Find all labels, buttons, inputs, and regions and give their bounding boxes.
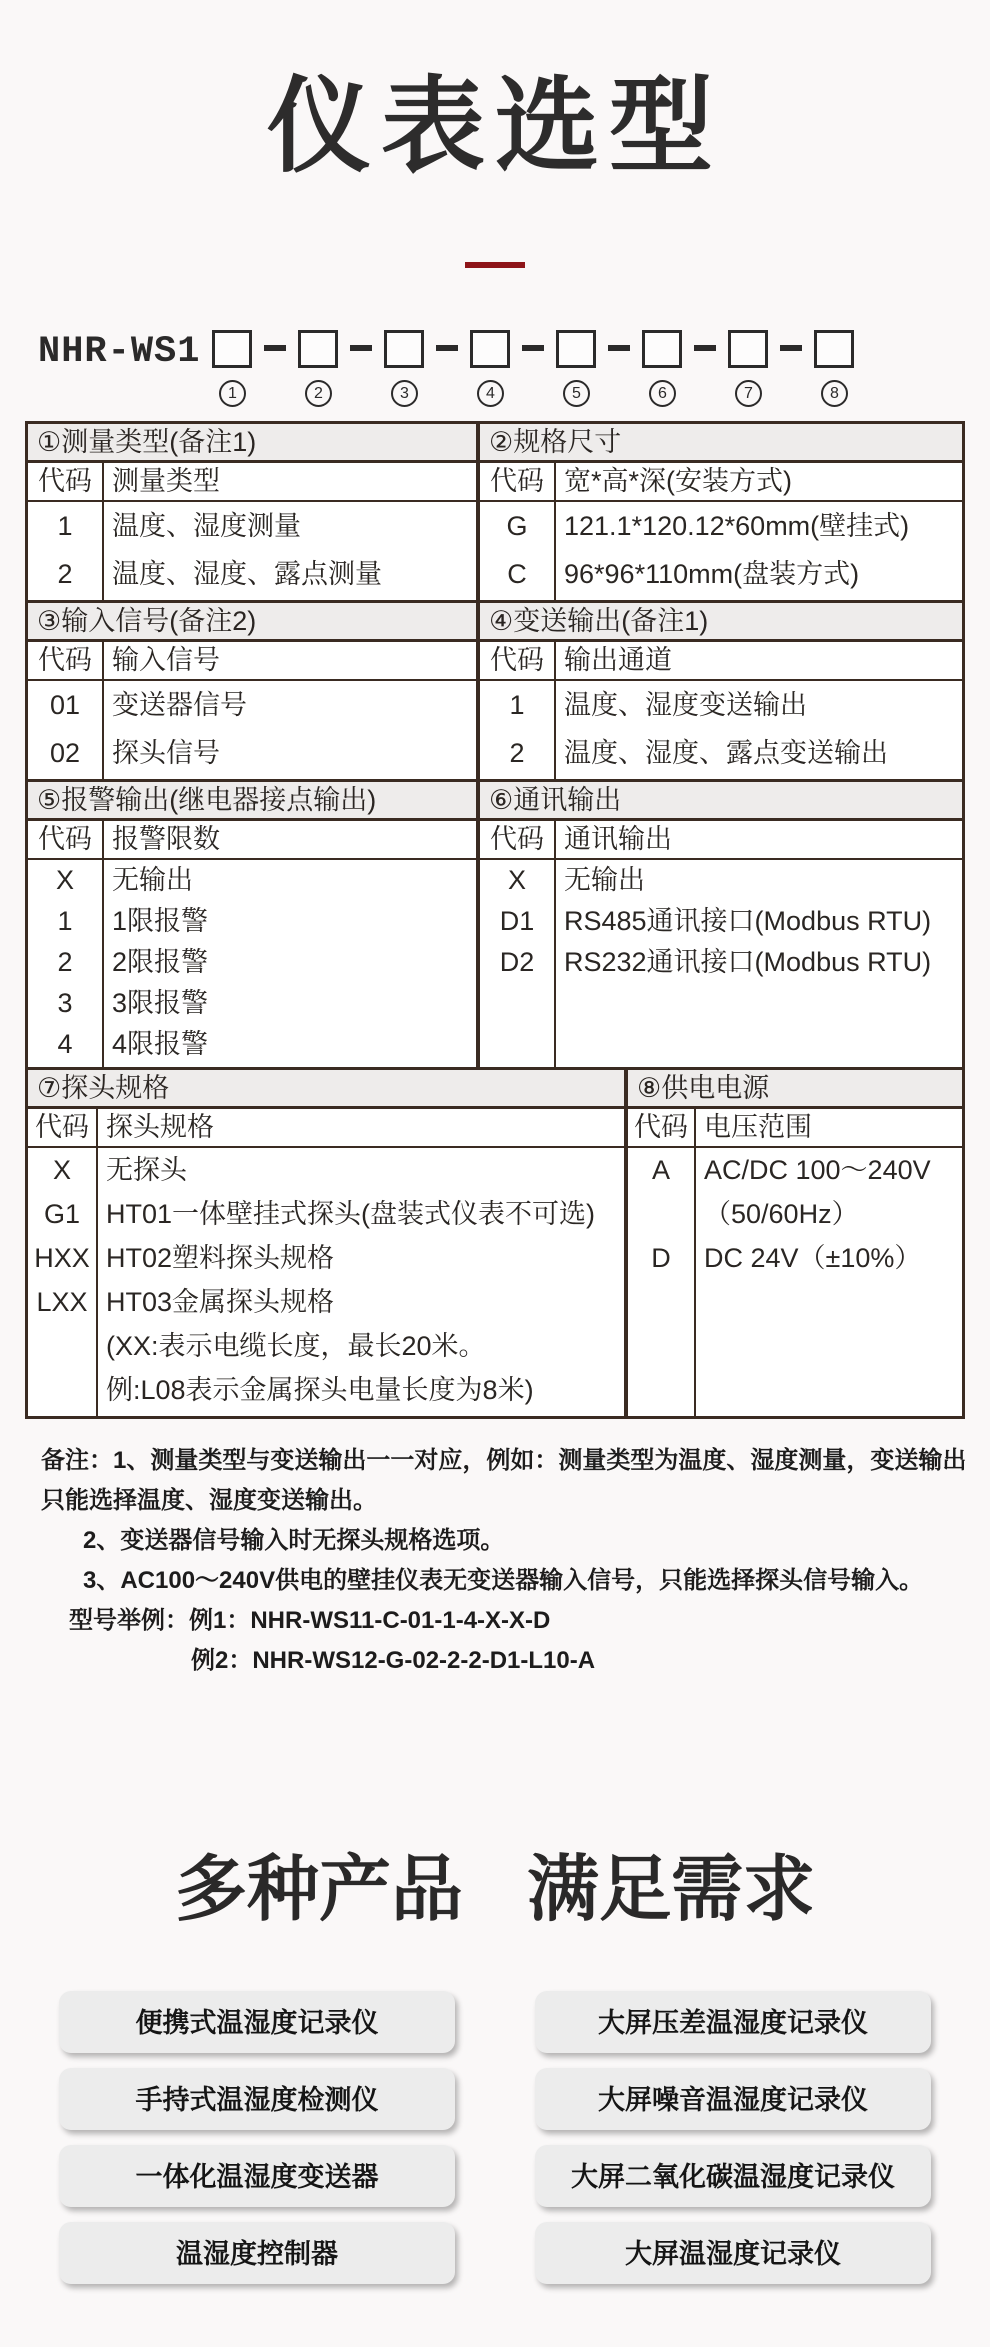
code-cells: [28, 681, 104, 779]
model-slot-4: [470, 330, 510, 407]
desc-cell: 4限报警: [112, 1029, 209, 1059]
model-example-2: 例2：NHR-WS12-G-02-2-2-D1-L10-A: [191, 1647, 596, 1675]
code-cell: X: [507, 865, 526, 895]
desc-header: 通讯输出: [564, 824, 672, 854]
desc-cell: 无探头: [106, 1155, 187, 1185]
section-comm-output: [480, 782, 962, 1067]
desc-cells: [556, 681, 962, 779]
model-slot-8: [814, 330, 854, 407]
code-cell: D1: [499, 906, 535, 936]
model-example-1: 型号举例：例1：NHR-WS11-C-01-1-4-X-X-D: [69, 1607, 551, 1635]
model-code-row: [0, 330, 990, 407]
code-cell: D: [651, 1243, 671, 1273]
desc-cell: （50/60Hz）: [704, 1199, 859, 1229]
model-code-box-1: [212, 330, 252, 368]
desc-cell: HT03金属探头规格: [106, 1287, 335, 1317]
remark-3: 3、AC100～240V供电的壁挂仪表无变送器输入信号，只能选择探头信号输入。: [83, 1567, 924, 1595]
model-code-slots: [212, 330, 854, 407]
desc-cell: RS232通讯接口(Modbus RTU): [564, 947, 932, 977]
desc-cell: 温度、湿度、露点变送输出: [564, 738, 888, 768]
code-cell: C: [507, 559, 527, 589]
desc-cell: 温度、湿度变送输出: [564, 690, 807, 720]
desc-header: 报警限数: [112, 824, 220, 854]
product-button-handheld-detector[interactable]: 手持式温湿度检测仪: [59, 2068, 455, 2130]
code-cell: D2: [499, 947, 535, 977]
code-cell: [28, 1368, 96, 1412]
section-title: ②规格尺寸: [480, 424, 962, 463]
promo-heading-left: 多种产品: [174, 1850, 463, 1931]
spec-table: [25, 421, 965, 1419]
code-cells: [480, 860, 556, 1067]
product-button-bigscreen-noise[interactable]: 大屏噪音温湿度记录仪: [535, 2068, 931, 2130]
remarks: [23, 1441, 967, 1681]
desc-cell: HT02塑料探头规格: [106, 1243, 335, 1273]
code-header: 代码: [480, 642, 556, 679]
code-cell: 1: [57, 906, 73, 936]
code-cell: [28, 1324, 96, 1368]
page-title: 仪表选型: [266, 69, 723, 185]
dash-separator: [694, 345, 716, 351]
code-cell: X: [52, 1155, 71, 1185]
remark-2: 2、变送器信号输入时无探头规格选项。: [83, 1527, 505, 1555]
code-cells: [480, 502, 556, 600]
code-cells: [28, 1148, 98, 1416]
code-cells: [628, 1148, 696, 1416]
model-code-box-6: [642, 330, 682, 368]
section-title: ①测量类型(备注1): [28, 424, 476, 463]
position-1-badge: 1: [219, 380, 246, 407]
code-cell: 1: [57, 511, 73, 541]
section-title: ④变送输出(备注1): [480, 603, 962, 642]
model-code-box-7: [728, 330, 768, 368]
code-header: 代码: [28, 642, 104, 679]
desc-cell: RS485通讯接口(Modbus RTU): [564, 906, 932, 936]
product-button-bigscreen-recorder[interactable]: 大屏温湿度记录仪: [535, 2222, 931, 2284]
code-cell: X: [55, 865, 74, 895]
model-slot-6: [642, 330, 682, 407]
model-prefix: NHR-WS1: [38, 331, 201, 373]
desc-header: 输出通道: [564, 645, 672, 675]
desc-cell: 例:L08表示金属探头电量长度为8米): [106, 1375, 534, 1405]
product-button-portable-recorder[interactable]: 便携式温湿度记录仪: [59, 1991, 455, 2053]
desc-cells: [98, 1148, 624, 1416]
desc-cell: DC 24V（±10%）: [704, 1243, 922, 1273]
position-5-badge: 5: [563, 380, 590, 407]
desc-cell: HT01一体壁挂式探头(盘装式仪表不可选): [106, 1199, 596, 1229]
code-header: 代码: [28, 821, 104, 858]
position-7-badge: 7: [735, 380, 762, 407]
desc-cell: 温度、湿度、露点测量: [112, 559, 382, 589]
promo-heading-right: 满足需求: [527, 1850, 816, 1931]
code-cell: A: [651, 1155, 670, 1185]
code-cells: [28, 502, 104, 600]
table-band-4: [28, 1067, 962, 1416]
desc-cell: 3限报警: [112, 988, 209, 1018]
desc-cell: 温度、湿度测量: [112, 511, 301, 541]
dash-separator: [350, 345, 372, 351]
model-code-box-3: [384, 330, 424, 368]
code-cell: [628, 1192, 694, 1236]
code-header: 代码: [480, 463, 556, 500]
code-cell: 4: [57, 1029, 73, 1059]
desc-header: 探头规格: [106, 1112, 214, 1142]
product-button-integrated-transmitter[interactable]: 一体化温湿度变送器: [59, 2145, 455, 2207]
desc-header: 测量类型: [112, 466, 220, 496]
code-header: 代码: [28, 1109, 98, 1146]
desc-header: 输入信号: [112, 645, 220, 675]
code-cell: G: [506, 511, 528, 541]
desc-cells: [104, 681, 476, 779]
dash-separator: [436, 345, 458, 351]
product-button-bigscreen-pressure[interactable]: 大屏压差温湿度记录仪: [535, 1991, 931, 2053]
desc-cell: 变送器信号: [112, 690, 247, 720]
model-slot-7: [728, 330, 768, 407]
code-cell: 01: [49, 690, 81, 720]
code-cells: [28, 860, 104, 1067]
code-cells: [480, 681, 556, 779]
code-cell: 1: [509, 690, 525, 720]
dash-separator: [522, 345, 544, 351]
desc-cell: 121.1*120.12*60mm(壁挂式): [564, 511, 910, 541]
desc-cell: 无输出: [564, 865, 645, 895]
desc-cell: 96*96*110mm(盘装方式): [564, 559, 860, 589]
desc-cells: [104, 860, 476, 1067]
code-cell: 2: [509, 738, 525, 768]
dash-separator: [780, 345, 802, 351]
table-band-3: [28, 779, 962, 1067]
model-code-box-8: [814, 330, 854, 368]
model-slot-3: [384, 330, 424, 407]
desc-cell: (XX:表示电缆长度，最长20米。: [106, 1331, 486, 1361]
section-title: ⑧供电电源: [628, 1070, 962, 1109]
code-cell: 02: [49, 738, 81, 768]
position-2-badge: 2: [305, 380, 332, 407]
section-transmit-output: [480, 603, 962, 779]
product-button-controller[interactable]: 温湿度控制器: [59, 2222, 455, 2284]
code-cell: 2: [57, 559, 73, 589]
dash-separator: [264, 345, 286, 351]
position-4-badge: 4: [477, 380, 504, 407]
code-header: 代码: [480, 821, 556, 858]
desc-cell: AC/DC 100～240V: [704, 1155, 931, 1185]
section-title: ⑤报警输出(继电器接点输出): [28, 782, 476, 821]
code-cell: HXX: [34, 1243, 90, 1273]
code-header: 代码: [28, 463, 104, 500]
model-slot-1: [212, 330, 252, 407]
dash-separator: [608, 345, 630, 351]
desc-cell: 无输出: [112, 865, 193, 895]
section-title: ③输入信号(备注2): [28, 603, 476, 642]
model-code-box-2: [298, 330, 338, 368]
accent-divider: [465, 262, 525, 268]
section-probe-spec: [28, 1070, 628, 1416]
remark-1: 备注：1、测量类型与变送输出一一对应，例如：测量类型为温度、湿度测量，变送输出只能选择温度、湿度变送输出。: [41, 1447, 967, 1515]
model-slot-2: [298, 330, 338, 407]
product-grid: [59, 1991, 931, 2284]
desc-cell: 2限报警: [112, 947, 209, 977]
model-code-box-4: [470, 330, 510, 368]
section-alarm-output: [28, 782, 480, 1067]
desc-cells: [696, 1148, 962, 1416]
model-code-box-5: [556, 330, 596, 368]
table-band-1: [28, 424, 962, 600]
position-8-badge: 8: [821, 380, 848, 407]
desc-cells: [556, 860, 962, 1067]
code-cell: G1: [43, 1199, 81, 1229]
code-cell: 2: [57, 947, 73, 977]
desc-cells: [556, 502, 962, 600]
desc-header: 电压范围: [704, 1112, 812, 1142]
section-title: ⑥通讯输出: [480, 782, 962, 821]
section-title: ⑦探头规格: [28, 1070, 624, 1109]
code-cell: 3: [57, 988, 73, 1018]
desc-cells: [104, 502, 476, 600]
code-cell: LXX: [36, 1287, 88, 1317]
section-dimensions: [480, 424, 962, 600]
product-button-bigscreen-co2[interactable]: 大屏二氧化碳温湿度记录仪: [535, 2145, 931, 2207]
desc-header: 宽*高*深(安装方式): [564, 466, 792, 496]
model-slot-5: [556, 330, 596, 407]
section-input-signal: [28, 603, 480, 779]
table-band-2: [28, 600, 962, 779]
position-3-badge: 3: [391, 380, 418, 407]
section-measure-type: [28, 424, 480, 600]
section-power-supply: [628, 1070, 962, 1416]
position-6-badge: 6: [649, 380, 676, 407]
code-header: 代码: [628, 1109, 696, 1146]
promo-heading: [0, 1831, 990, 1935]
desc-cell: 探头信号: [112, 738, 220, 768]
desc-cell: 1限报警: [112, 906, 209, 936]
